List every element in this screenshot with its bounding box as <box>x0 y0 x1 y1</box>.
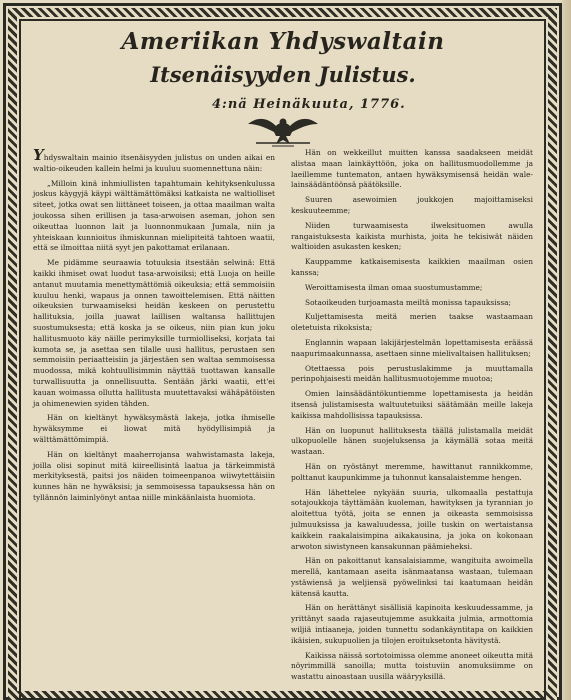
paragraph: Kaikissa näissä sortotoimissa olemme anoneet oikeutta mitä nöyrimmillä sanoilla; mutta toistuviin anomuksiimme on wastattu ainoastaan uusilla wääryyksillä. <box>291 650 533 682</box>
title-line-1: Ameriikan Yhdyswaltain <box>121 28 445 55</box>
paragraph: „Milloin kinä inhmiullisten tapahtumain kehityksenkulussa joskus käygyjä käypi wälttämättömäksi katkaista ne waltiolliset siteet, jotka owat sen liittäneet toiseen, ja ottaa maailman walta joukossa sihen erillisen ja tasa-arwoisen aseman, johon sen oikeuttaa luonnon lait ja luonnonmukaan Jumala, niin ja yhteiskaan kunnioitus ihmiskunnan mielipiteitä tahtoen waatii, että se ilmoittaa niitä syyt jen pakottamat erilanaan. <box>33 178 275 253</box>
title-line-2: Itsenäisyyden Julistus. <box>150 62 416 87</box>
paragraph: Hän on wekkeillut muitten kanssa saadakseen meidät alistaa maan lainkäyttöön, joka on hallitusmuodollemme ja laeillemme tuntematon, antaen hywäksymisensä heidän wale-lainsäädäntöönsä päätöksille. <box>291 148 533 190</box>
paragraph: Yhdyswaltain mainio itsenäisyyden julistus on unden aikai en waltio-oikeuden kallein helmi ja kuuluu suomennettuna näin: <box>33 146 275 173</box>
paragraph: Kuljettamisesta meitä merien taakse wastaamaan oletetuista rikoksista; <box>291 312 533 333</box>
paragraph: Hän lähettelee nykyään suuria, ulkomaalla pestattuja sotajoukkoja täyttämään kuoleman, hawityksen ja tyrannian jo aloitettua työtä, joita se ennen ja oikeasta semmoisissa julmuuksissa ja kawaluudessa, joille tuskin on wertaistansa kaikkein raakalaisimpina aikakausina, ja joka on kokonaan arwoton siwistyneen kansakunnan päämieheksi. <box>291 487 533 551</box>
paragraph: Otettaessa pois perustuslakimme ja muuttamalla perinpohjaisesti meidän hallitusmuotojemme muotoa; <box>291 363 533 384</box>
paragraph: Hän on pakoittanut kansalaisiamme, wangituita awoimella merellä, kantamaan aseita isänmaatansa wastaan, tulemaan ystäwiensä ja weljiensä pyöwelinksi tai kaatumaan heidän kätensä kautta. <box>291 556 533 598</box>
paper-edge <box>562 0 571 700</box>
left-column <box>33 146 275 508</box>
paragraph: Me pidämme seuraawia totuuksia itsestään selwinä: Että kaikki ihmiset owat luodut tasa-arwoisiksi; että Luoja on heille antanut muutamia menettymättömiä oikeuksia; että semmoisiin kuuluu henki, wapaus ja onnen tawoittelemisen. Että näitten oikeuksien turwaamiseksi heidän keskeen on perustettu hallituksia, joilla juawat laillisen waltansa hallittujen suostumuksesta; että koska ja se oikeus, niin pian kun joku hallitusmuoto käy näille perimyksille turmiolliseksi, korjata tai kumota se, ja asettaa sen tilalle uusi hallitus, perustaen sen semmoisiin periaatteisiin ja järjestäen sen waltaa semmoisessa muodossa, mikä kohtuullisimmin näyttää tuottawan kansalle turwallisuutta ja onnellisuutta. Sentään järki waatii, ett'ei kauan woimassa ollutta hallitusta muutettavaksi wähäpätöisten ja ohimenewien syiden tähden. <box>33 258 275 408</box>
paragraph: Omien lainsäädäntökuntiemme lopettamisesta ja heidän itsensä julistamisesta waltuutetuiksi säätämään meille lakeja kaikissa mahdollisissa tapauksissa. <box>291 389 533 420</box>
paragraph: Kauppamme katkaisemisesta kaikkien maailman osien kanssa; <box>291 257 533 277</box>
paragraph: Niiden turwaamisesta ilweksituomen awulla rangaistuksesta kaikista murhista, joita he tekisiwät näiden waltioiden asukasten kesken; <box>291 220 533 252</box>
paragraph: Hän on kieltänyt maaherrojansa wahwistamasta lakeja, joilla olisi sopinut mitä kiireellisintä laatua ja tärkeimmistä merkityksestä, paitsi jos näiden toimeenpanoa wiiwytettäisiin kunnes hän ne hywäksisi; ja semmoisessa tapauksessa hän on tyllännön laiminlyönyt antaa niille minkäänlaista huomiota. <box>33 449 275 502</box>
declaration-date: 4:nä Heinäkuuta, 1776. <box>212 97 406 112</box>
paragraph: Englannin wapaan lakijärjestelmän lopettamisesta eräässä naapurimaakunnassa, asettaen sinne mielivaltaisen hallituksen; <box>291 337 533 358</box>
paragraph: Weroittamisesta ilman omaa suostumustamme; <box>305 282 483 292</box>
paragraph: Suuren asewoimien joukkojen majoittamiseksi keskuuteemme; <box>291 195 533 215</box>
right-column <box>291 148 533 687</box>
paragraph: Hän on ryöstänyt meremme, hawittanut rannikkomme, polttanut kaupunkimme ja tuhonnut kansalaistemme hengen. <box>291 461 533 482</box>
paragraph: Hän on herättänyt sisällisiä kapinoita keskuudessamme, ja yrittänyt saada rajaseutujemme asukkaita julmia, armottomia wiljiä intiaaneja, joiden tunnettu sodankäyntitapa on kaikkien ikäisien, sukupuolien ja tilojen eroituksetonta hävitystä. <box>291 603 533 645</box>
paragraph: Hän on luopunut hallituksesta täällä julistamalla meidät ulkopuolelle hänen suojeluksensa ja käymällä sotaa meitä wastaan. <box>291 425 533 457</box>
content-area <box>27 24 539 700</box>
eagle-icon <box>246 110 320 150</box>
paragraph: Hän on kieltänyt hywäksymästä lakeja, jotka ihmiselle hywäksymme ei liowat mitä hyödyllisimpiä ja wälttämättömimpiä. <box>33 413 275 444</box>
paragraph: Sotaoikeuden turjoamasta meiltä monissa tapauksissa; <box>305 297 512 307</box>
